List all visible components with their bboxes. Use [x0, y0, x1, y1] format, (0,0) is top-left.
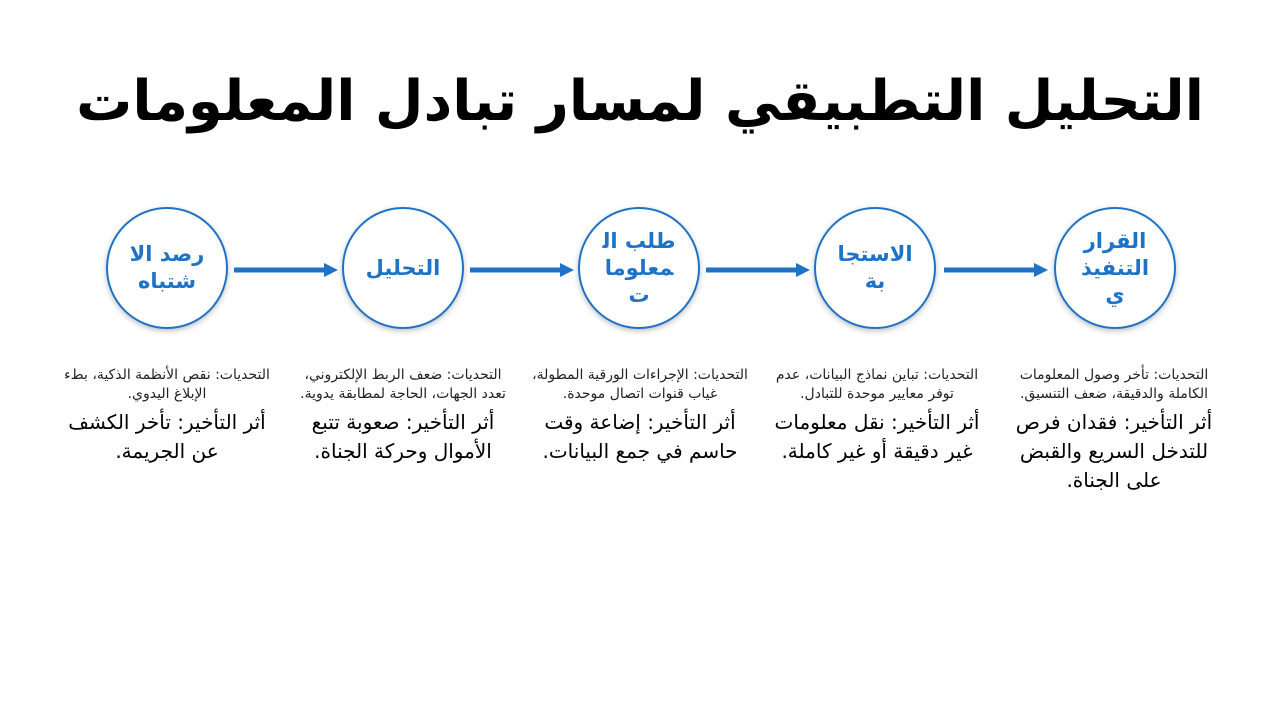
stage-label: طلب المعلومات [602, 228, 676, 307]
stage-impact: أثر التأخير: إضاعة وقت حاسم في جمع البيانات. [542, 410, 738, 463]
stage-label: الاستجابة [837, 242, 913, 293]
stage-label: القرار التنفيذي [1080, 228, 1150, 307]
stage-impact: أثر التأخير: تأخر الكشف عن الجريمة. [68, 410, 266, 463]
flow-arrow-right-icon [468, 260, 578, 280]
stage-challenges: التحديات: نقص الأنظمة الذكية، بطء الإبلاغ اليدوي. [64, 367, 270, 402]
flow-arrow-right-icon [232, 260, 342, 280]
stage-circle-executive-decision [1054, 207, 1176, 329]
stage-description-suspicion [57, 366, 277, 466]
stage-circle-response [814, 207, 936, 329]
stage-circle-analysis [342, 207, 464, 329]
flow-arrow-right-icon [704, 260, 814, 280]
stage-impact: أثر التأخير: فقدان فرص للتدخل السريع والقبض على الجناة. [1015, 410, 1213, 492]
stage-circle-suspicion [106, 207, 228, 329]
stage-label: رصد الاشتباه [129, 242, 205, 293]
stage-challenges: التحديات: تأخر وصول المعلومات الكاملة والدقيقة، ضعف التنسيق. [1019, 367, 1209, 402]
stage-challenges: التحديات: الإجراءات الورقية المطولة، غياب قنوات اتصال موحدة. [532, 367, 748, 402]
stage-description-analysis [293, 366, 513, 466]
stage-description-executive-decision [1004, 366, 1224, 495]
stage-circle-information-request [578, 207, 700, 329]
stage-challenges: التحديات: تباين نماذج البيانات، عدم توفر معايير موحدة للتبادل. [775, 367, 979, 402]
stage-impact: أثر التأخير: نقل معلومات غير دقيقة أو غير كاملة. [774, 410, 980, 463]
stage-impact: أثر التأخير: صعوبة تتبع الأموال وحركة الجناة. [311, 410, 495, 463]
stage-label: التحليل [365, 255, 441, 280]
stage-challenges: التحديات: ضعف الربط الإلكتروني، تعدد الجهات، الحاجة لمطابقة يدوية. [300, 367, 506, 402]
stage-description-information-request [530, 366, 750, 466]
page-title: التحليل التطبيقي لمسار تبادل المعلومات [76, 69, 1204, 134]
stage-description-response [767, 366, 987, 466]
flow-arrow-right-icon [942, 260, 1052, 280]
